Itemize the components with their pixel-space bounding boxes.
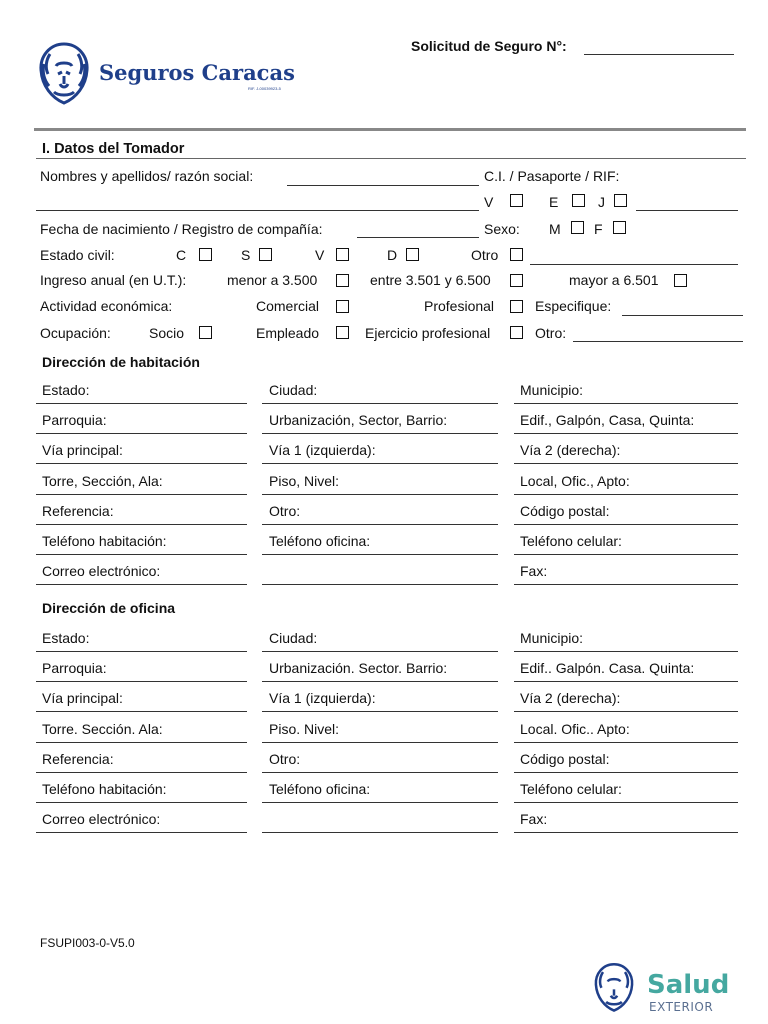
- id-option-e-checkbox[interactable]: [572, 194, 585, 207]
- request-number-label: Solicitud de Seguro N°:: [411, 38, 567, 54]
- home-address-field[interactable]: [262, 494, 498, 495]
- income-mid-checkbox[interactable]: [510, 274, 523, 287]
- id-label: C.I. / Pasaporte / RIF:: [484, 168, 620, 184]
- home-address-label: Torre, Sección, Ala:: [42, 472, 163, 489]
- activity-professional-label: Profesional: [424, 298, 495, 314]
- office-address-field[interactable]: [262, 772, 498, 773]
- office-address-field[interactable]: [514, 802, 738, 803]
- lion-icon: [592, 960, 636, 1014]
- home-address-label: Fax:: [520, 563, 548, 580]
- civil-c-label: C: [176, 247, 187, 263]
- income-high-label: mayor a 6.501: [569, 272, 659, 288]
- home-address-label: Edif., Galpón, Casa, Quinta:: [520, 412, 695, 429]
- occupation-employee-label: Empleado: [256, 325, 320, 341]
- home-address-field[interactable]: [36, 584, 247, 585]
- specify-label: Especifique:: [535, 298, 612, 314]
- header-divider: [34, 128, 746, 131]
- activity-label: Actividad económica:: [40, 298, 173, 314]
- civil-status-label: Estado civil:: [40, 247, 115, 263]
- office-address-field[interactable]: [514, 742, 738, 743]
- home-address-field[interactable]: [514, 463, 738, 464]
- office-address-field[interactable]: [36, 681, 247, 682]
- home-address-field[interactable]: [36, 554, 247, 555]
- brand-rif: RIF. J-00039923-5: [248, 86, 281, 91]
- office-address-label: Parroquia:: [42, 660, 107, 677]
- office-address-field[interactable]: [36, 772, 247, 773]
- home-address-label: Ciudad:: [269, 382, 318, 398]
- home-address-label: Local, Ofic., Apto:: [520, 472, 630, 489]
- seguros-caracas-logo: [36, 40, 295, 108]
- exterior-word: EXTERIOR: [649, 1000, 714, 1014]
- civil-d-label: D: [387, 247, 398, 263]
- home-address-field[interactable]: [514, 524, 738, 525]
- home-address-label: Teléfono celular:: [520, 533, 622, 549]
- home-address-field[interactable]: [514, 433, 738, 434]
- office-address-field[interactable]: [514, 651, 738, 652]
- office-address-label: Municipio:: [520, 630, 584, 646]
- specify-field[interactable]: [622, 315, 743, 316]
- home-address-label: Vía principal:: [42, 442, 123, 459]
- home-address-field[interactable]: [36, 433, 247, 434]
- home-address-label: Parroquia:: [42, 412, 107, 429]
- occupation-partner-label: Socio: [149, 325, 185, 341]
- names-field-line2[interactable]: [36, 210, 479, 211]
- home-address-field[interactable]: [262, 433, 498, 434]
- home-address-field[interactable]: [514, 554, 738, 555]
- sex-option-f-checkbox[interactable]: [613, 221, 626, 234]
- office-address-label: Torre. Sección. Ala:: [42, 720, 163, 737]
- office-address-label: Edif.. Galpón. Casa. Quinta:: [520, 660, 695, 677]
- office-address-label: Local. Ofic.. Apto:: [520, 720, 630, 737]
- occupation-professional-checkbox[interactable]: [510, 326, 523, 339]
- sex-option-f-label: F: [594, 221, 603, 237]
- home-address-field[interactable]: [36, 494, 247, 495]
- office-address-label: Teléfono oficina:: [269, 781, 371, 797]
- income-label: Ingreso anual (en U.T.):: [40, 272, 187, 288]
- sex-label: Sexo:: [484, 221, 520, 237]
- office-address-label: Teléfono celular:: [520, 781, 622, 797]
- salud-word: Salud: [647, 970, 730, 1000]
- names-label: Nombres y apellidos/ razón social:: [40, 168, 254, 184]
- office-address-field[interactable]: [514, 711, 738, 712]
- home-address-field[interactable]: [262, 524, 498, 525]
- request-number-field[interactable]: [584, 54, 734, 55]
- home-address-field[interactable]: [514, 494, 738, 495]
- id-option-j-checkbox[interactable]: [614, 194, 627, 207]
- id-option-e-label: E: [549, 194, 559, 210]
- office-address-label: Otro:: [269, 750, 301, 767]
- home-address-label: Correo electrónico:: [42, 563, 161, 580]
- home-address-label: Referencia:: [42, 502, 114, 519]
- home-address-label: Vía 2 (derecha):: [520, 442, 621, 459]
- home-address-label: Municipio:: [520, 382, 584, 398]
- office-address-field[interactable]: [514, 832, 738, 833]
- occupation-professional-label: Ejercicio profesional: [365, 325, 491, 341]
- office-address-field[interactable]: [36, 742, 247, 743]
- civil-d-checkbox[interactable]: [406, 248, 419, 261]
- home-address-label: Otro:: [269, 502, 301, 519]
- id-option-v-label: V: [484, 194, 494, 210]
- office-address-field[interactable]: [262, 832, 498, 833]
- office-address-label: Estado:: [42, 630, 90, 646]
- office-address-field[interactable]: [262, 711, 498, 712]
- office-address-label: Ciudad:: [269, 630, 318, 646]
- civil-s-checkbox[interactable]: [259, 248, 272, 261]
- birth-label: Fecha de nacimiento / Registro de compañía:: [40, 221, 323, 237]
- home-address-field[interactable]: [36, 463, 247, 464]
- income-high-checkbox[interactable]: [674, 274, 687, 287]
- names-field[interactable]: [287, 185, 479, 186]
- activity-professional-checkbox[interactable]: [510, 300, 523, 313]
- home-address-field[interactable]: [36, 524, 247, 525]
- civil-c-checkbox[interactable]: [199, 248, 212, 261]
- form-code: FSUPI003-0-V5.0: [40, 936, 135, 950]
- home-address-field[interactable]: [514, 403, 738, 404]
- id-option-v-checkbox[interactable]: [510, 194, 523, 207]
- civil-other-label: Otro: [471, 247, 499, 263]
- occupation-other-label: Otro:: [535, 325, 567, 341]
- office-address-label: Vía 1 (izquierda):: [269, 690, 376, 707]
- id-number-field[interactable]: [636, 210, 738, 211]
- office-address-field[interactable]: [36, 651, 247, 652]
- home-address-field[interactable]: [262, 463, 498, 464]
- occupation-other-field[interactable]: [573, 341, 743, 342]
- civil-v-label: V: [315, 247, 325, 263]
- home-address-title: Dirección de habitación: [42, 354, 200, 370]
- home-address-field[interactable]: [36, 403, 247, 404]
- birth-field[interactable]: [357, 237, 479, 238]
- office-address-field[interactable]: [36, 802, 247, 803]
- office-address-field[interactable]: [262, 681, 498, 682]
- home-address-field[interactable]: [262, 584, 498, 585]
- id-option-j-label: J: [598, 194, 605, 210]
- home-address-label: Piso, Nivel:: [269, 472, 340, 489]
- civil-v-checkbox[interactable]: [336, 248, 349, 261]
- brand-name: Seguros Caracas: [99, 60, 295, 85]
- office-address-label: Código postal:: [520, 750, 610, 767]
- activity-commercial-checkbox[interactable]: [336, 300, 349, 313]
- sex-option-m-checkbox[interactable]: [571, 221, 584, 234]
- civil-other-checkbox[interactable]: [510, 248, 523, 261]
- activity-commercial-label: Comercial: [256, 298, 320, 314]
- office-address-label: Vía principal:: [42, 690, 123, 707]
- home-address-label: Teléfono habitación:: [42, 533, 167, 549]
- income-low-label: menor a 3.500: [227, 272, 318, 288]
- office-address-field[interactable]: [262, 651, 498, 652]
- office-address-label: Urbanización. Sector. Barrio:: [269, 660, 448, 677]
- office-address-field[interactable]: [262, 802, 498, 803]
- office-address-field[interactable]: [262, 742, 498, 743]
- home-address-field[interactable]: [514, 584, 738, 585]
- office-address-label: Referencia:: [42, 750, 114, 767]
- occupation-label: Ocupación:: [40, 325, 111, 341]
- civil-s-label: S: [241, 247, 251, 263]
- home-address-label: Teléfono oficina:: [269, 533, 371, 549]
- civil-other-field[interactable]: [530, 264, 738, 265]
- home-address-label: Estado:: [42, 382, 90, 398]
- office-address-label: Teléfono habitación:: [42, 781, 167, 797]
- home-address-label: Código postal:: [520, 502, 610, 519]
- office-address-field[interactable]: [514, 772, 738, 773]
- office-address-label: Vía 2 (derecha):: [520, 690, 621, 707]
- sex-option-m-label: M: [549, 221, 561, 237]
- salud-exterior-logo: [592, 958, 742, 1018]
- home-address-field[interactable]: [262, 403, 498, 404]
- office-address-label: Correo electrónico:: [42, 811, 161, 828]
- home-address-field[interactable]: [262, 554, 498, 555]
- office-address-field[interactable]: [514, 681, 738, 682]
- section-title-rule: [36, 158, 746, 159]
- lion-icon: [36, 40, 92, 106]
- section-title: I. Datos del Tomador: [42, 141, 185, 157]
- office-address-label: Fax:: [520, 811, 548, 828]
- occupation-partner-checkbox[interactable]: [199, 326, 212, 339]
- home-address-label: Urbanización, Sector, Barrio:: [269, 412, 448, 429]
- office-address-title: Dirección de oficina: [42, 600, 176, 616]
- office-address-label: Piso. Nivel:: [269, 720, 340, 737]
- occupation-employee-checkbox[interactable]: [336, 326, 349, 339]
- income-low-checkbox[interactable]: [336, 274, 349, 287]
- office-address-field[interactable]: [36, 832, 247, 833]
- office-address-field[interactable]: [36, 711, 247, 712]
- income-mid-label: entre 3.501 y 6.500: [370, 272, 491, 288]
- home-address-label: Vía 1 (izquierda):: [269, 442, 376, 459]
